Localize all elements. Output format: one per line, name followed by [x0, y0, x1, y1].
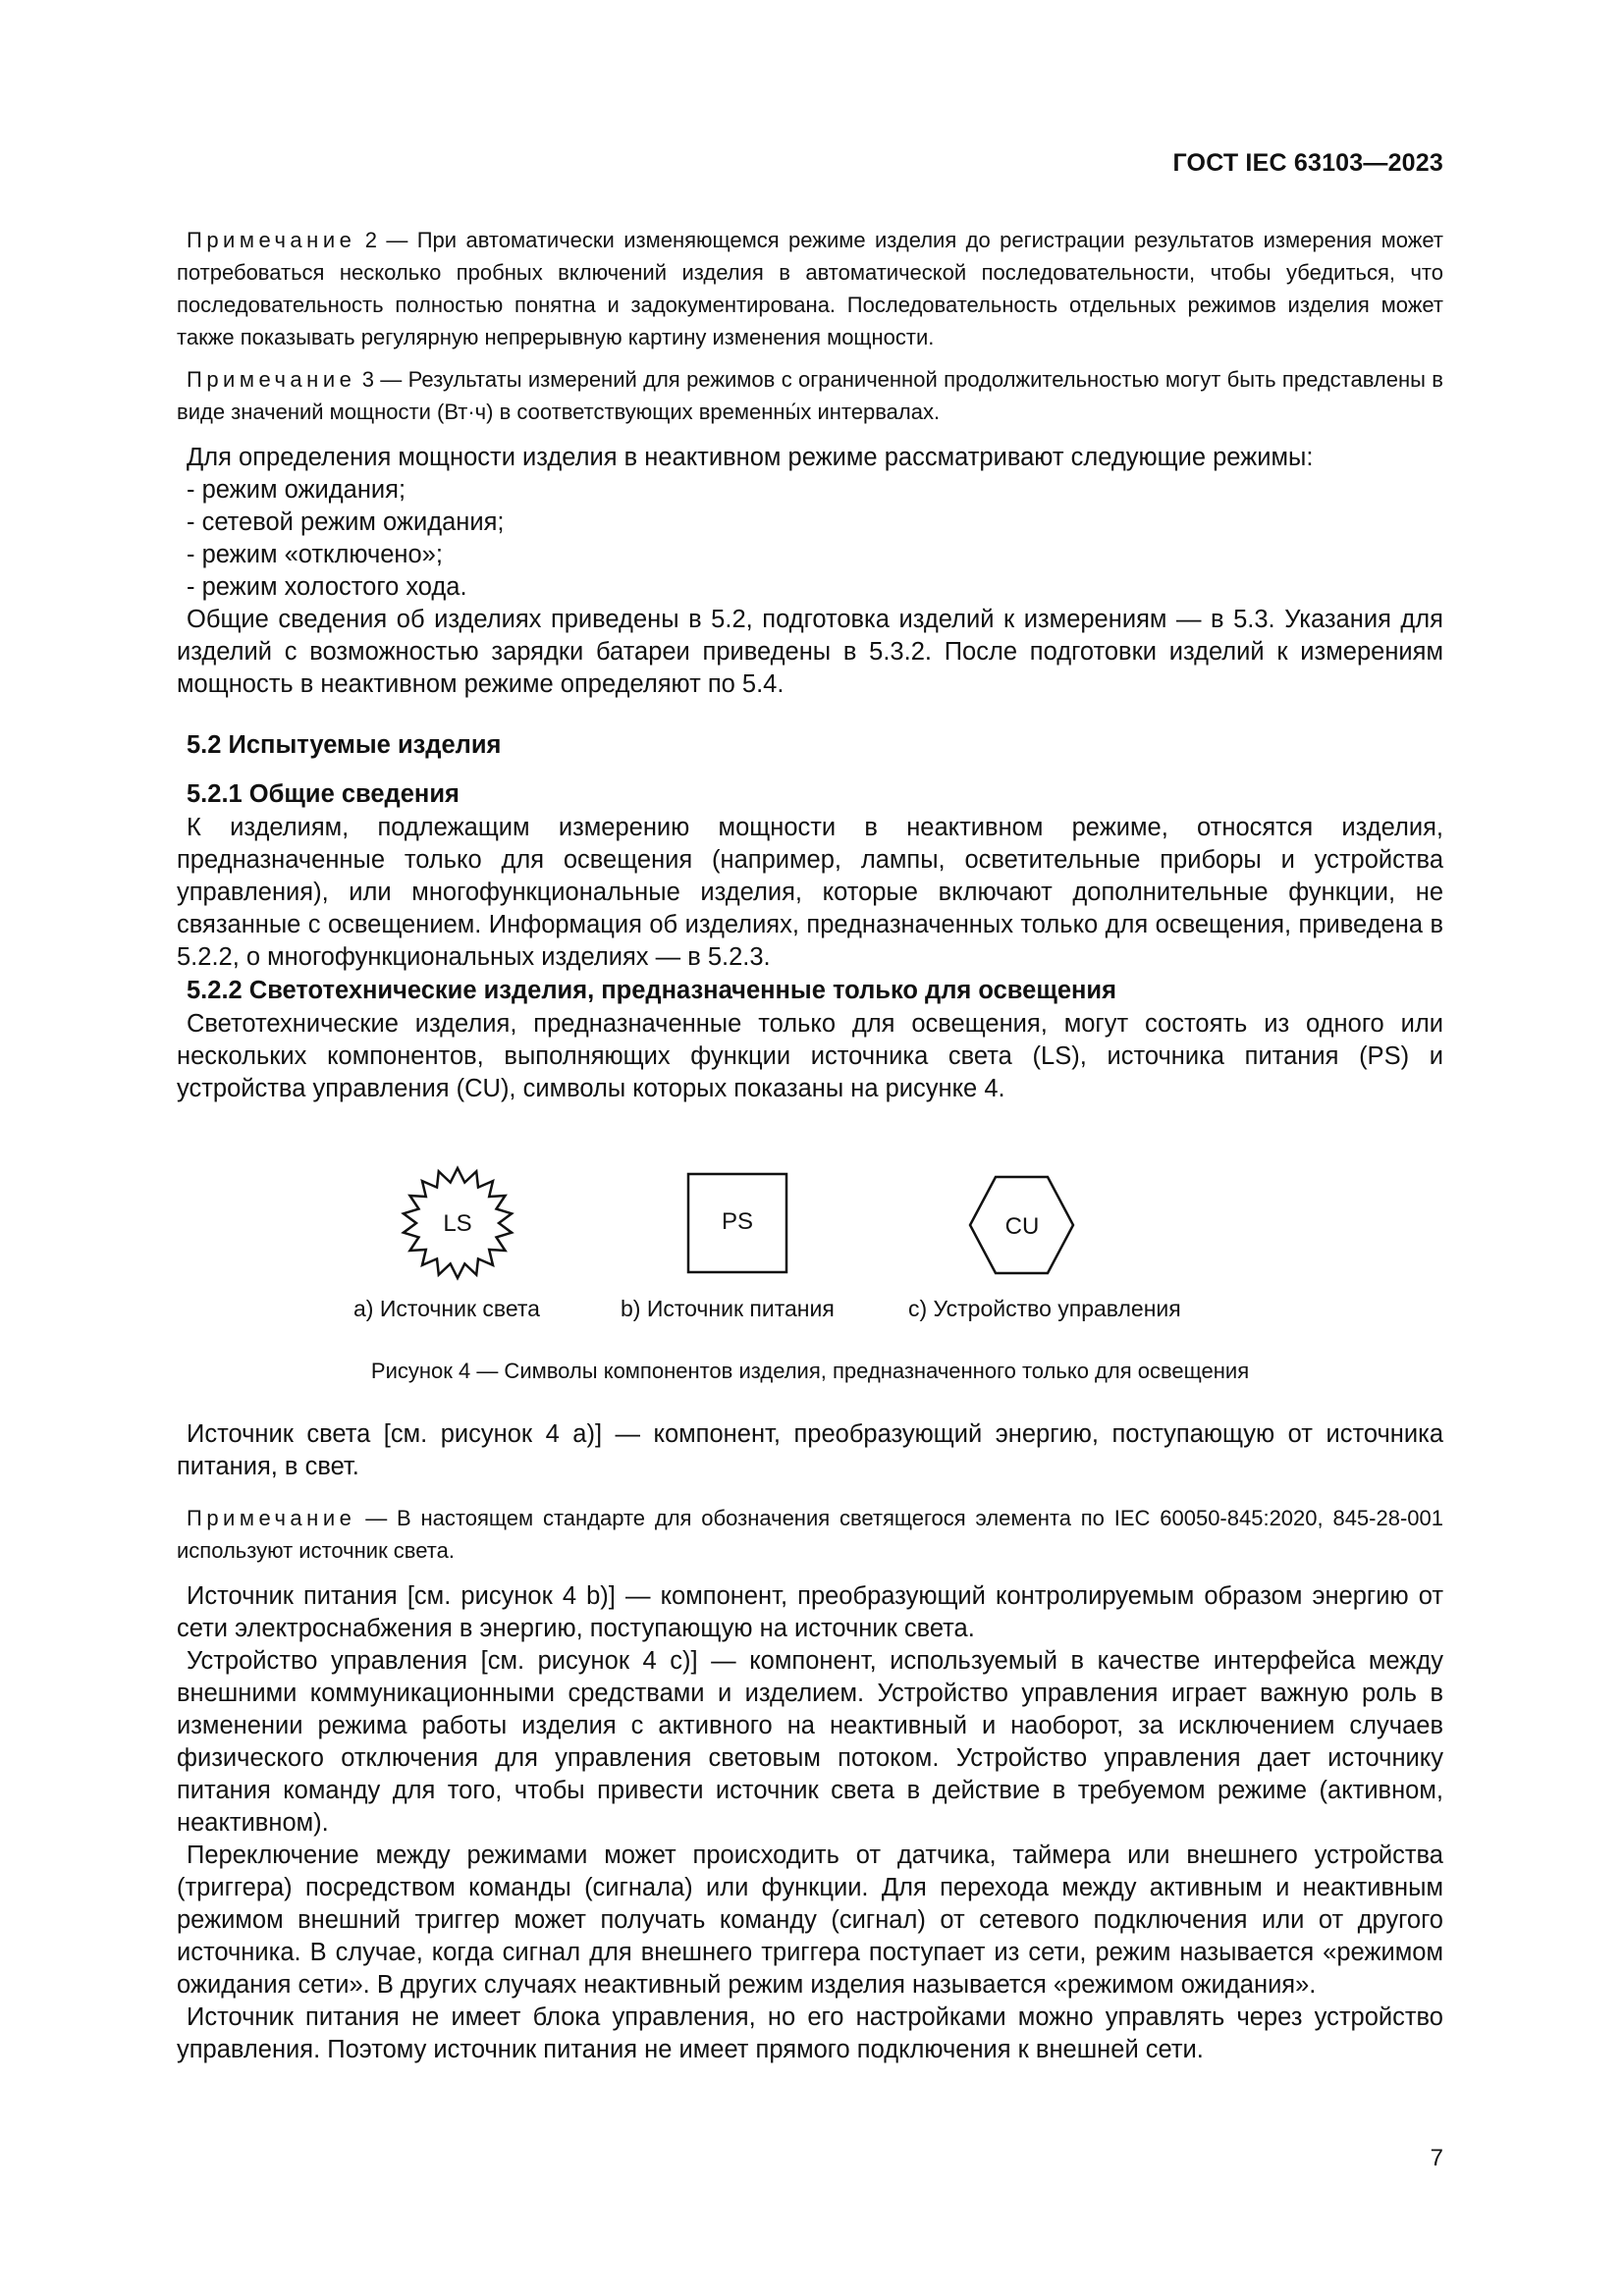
subsection-heading: 5.2.1 Общие сведения [187, 780, 460, 808]
paragraph: К изделиям, подлежащим измерению мощности в неактивном режиме, относятся изделия, предназначенные только для освещения (например, лампы, осветительные приборы и устройства управления), или многофункциональные изделия, которые включают дополнительные функции, не связанные с освещением. Информация об изделиях, предназначенных только для освещения, приведена в 5.2.2, о многофункциональных изделиях — в 5.2.3. [177, 814, 1443, 971]
light-source-symbol [404, 1168, 512, 1278]
paragraph: Источник питания [см. рисунок 4 b)] — компонент, преобразующий контролируемым образом энергию от сети электроснабжения в энергию, поступающую на источник света. [177, 1582, 1443, 1642]
list-item: - режим ожидания; [187, 476, 406, 504]
note-label: Примечание [187, 1506, 356, 1530]
figure-caption-a: a) Источник света [353, 1296, 540, 1321]
paragraph: Источник света [см. рисунок 4 a)] — компонент, преобразующий энергию, поступающую от источника питания, в свет. [177, 1420, 1443, 1480]
note-text: — В настоящем стандарте для обозначения светящегося элемента по IEC 60050-845:2020, 845-28-001 используют источник света. [177, 1506, 1443, 1563]
paragraph: Переключение между режимами может происходить от датчика, таймера или внешнего устройства (триггера) посредством команды (сигнала) или функции. Для перехода между активным и неактивным режимом внешний триггер может получать команду (сигнал) от сетевого подключения или от другого источника. В случае, когда сигнал для внешнего триггера поступает из сети, режим называется «режимом ожидания сети». В других случаях неактивный режим изделия называется «режимом ожидания». [177, 1842, 1443, 1999]
intro-summary: Общие сведения об изделиях приведены в 5.2, подготовка изделий к измерениям — в 5.3. Указания для изделий с возможностью зарядки батареи приведены в 5.3.2. После подготовки изделий к измерениям мощность в неактивном режиме определяют по 5.4. [177, 606, 1443, 698]
figure-4 [177, 1158, 1443, 1335]
after-figure-body [177, 1580, 1443, 2066]
section-heading: 5.2 Испытуемые изделия [187, 731, 502, 759]
figure-caption-b: b) Источник питания [621, 1296, 835, 1321]
list-item: - режим «отключено»; [187, 541, 443, 568]
ps-label: PS [721, 1208, 754, 1235]
paragraph: Светотехнические изделия, предназначенные только для освещения, могут состоять из одного или нескольких компонентов, выполняющих функции источника света (LS), источника питания (PS) и устройства управления (CU), символы которых показаны на рисунке 4. [177, 1010, 1443, 1102]
note-text: 2 — При автоматически изменяющемся режиме изделия до регистрации результатов измерения может потребоваться несколько пробных включений изделия в автоматической последовательности, чтобы убедиться, что последовательность полностью понятна и задокументирована. Последовательность отдельных режимов изделия может также показывать регулярную непрерывную картину изменения мощности. [177, 228, 1443, 349]
power-supply-symbol [688, 1174, 786, 1272]
page-number: 7 [1430, 2145, 1443, 2171]
list-item: - сетевой режим ожидания; [187, 508, 505, 536]
intro-lead: Для определения мощности изделия в неактивном режиме рассматривают следующие режимы: [187, 444, 1314, 471]
note-2 [177, 224, 1443, 353]
figure-caption-c: c) Устройство управления [908, 1296, 1181, 1321]
note-light-source [177, 1502, 1443, 1567]
standard-designation: ГОСТ IEC 63103—2023 [1172, 149, 1443, 177]
subsection-heading: 5.2.2 Светотехнические изделия, предназначенные только для освещения [187, 977, 1116, 1004]
section-5-2-2-text [177, 1008, 1443, 1105]
intro-block [177, 442, 1443, 701]
figure-title: Рисунок 4 — Символы компонентов изделия, предназначенного только для освещения [370, 1359, 1250, 1383]
list-item: - режим холостого хода. [187, 573, 467, 601]
note-text: 3 — Результаты измерений для режимов с ограниченной продолжительностью могут быть представлены в виде значений мощности (Вт·ч) в соответствующих временны́х интервалах. [177, 367, 1443, 424]
note-label: Примечание [187, 228, 356, 252]
control-unit-symbol [970, 1177, 1073, 1273]
cu-label: CU [1004, 1213, 1040, 1240]
document-page [177, 0, 1443, 2296]
note-3 [177, 363, 1443, 428]
ls-label: LS [443, 1210, 472, 1237]
note-label: Примечание [187, 367, 356, 392]
modes-list [177, 474, 1443, 604]
after-figure-p1 [177, 1418, 1443, 1483]
paragraph: Источник питания не имеет блока управления, но его настройками можно управлять через устройство управления. Поэтому источник питания не имеет прямого подключения к внешней сети. [177, 2003, 1443, 2063]
paragraph: Устройство управления [см. рисунок 4 c)] — компонент, используемый в качестве интерфейса между внешними коммуникационными средствами и изделием. Устройство управления играет важную роль в изменении режима работы изделия с активного на неактивный и наоборот, за исключением случаев физического отключения для управления световым потоком. Устройство управления дает источнику питания команду для того, чтобы привести источник света в действие в требуемом режиме (активном, неактивном). [177, 1647, 1443, 1837]
section-5-2-1-text [177, 812, 1443, 974]
